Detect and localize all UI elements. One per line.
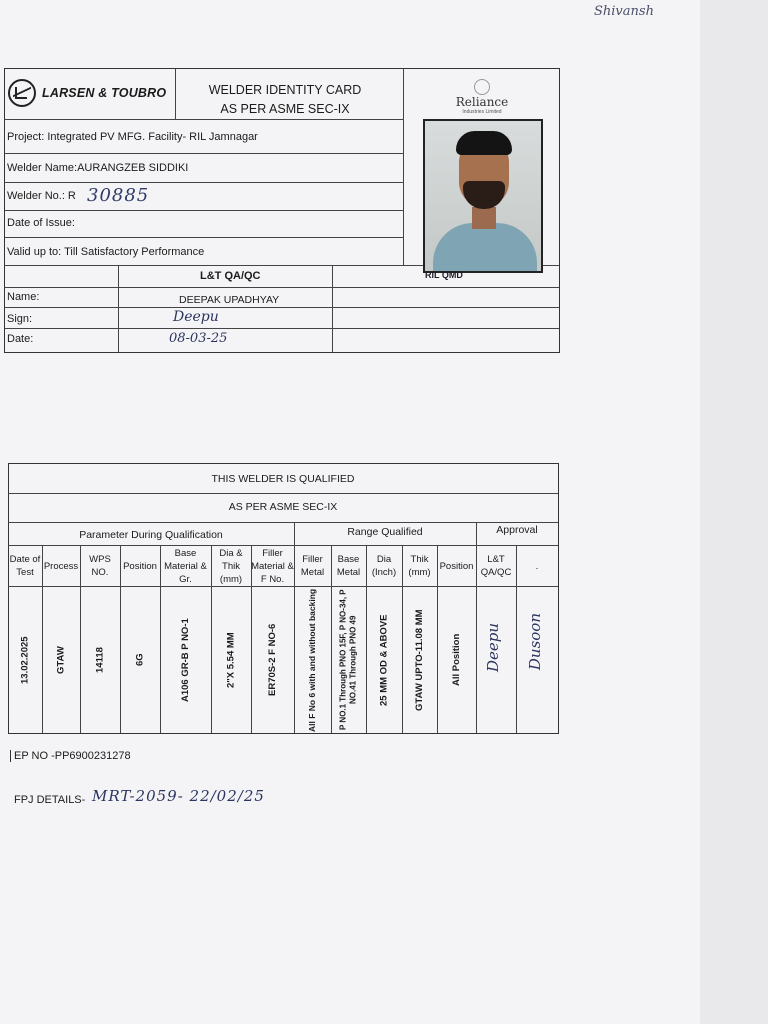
- cell-base-metal: P NO.1 Through PNO 15F, P NO-34, P NO.41 Through PNO 49: [338, 589, 358, 731]
- col-extra: .: [535, 560, 539, 572]
- cell-filler-metal: All F No 6 with and without backing: [307, 588, 317, 732]
- sign-label: Sign:: [7, 313, 33, 325]
- col-thik-mm: Thik (mm): [408, 554, 431, 578]
- sign-date: 08-03-25: [169, 331, 228, 346]
- cell-thik-mm: GTAW UPTO-11.08 MM: [414, 609, 425, 711]
- group-parameters: Parameter During Qualification: [79, 529, 223, 541]
- ril-qmd-stamp: RIL QMD: [425, 270, 463, 280]
- cell-dia-inch: 25 MM OD & ABOVE: [378, 614, 390, 706]
- reliance-logo: [417, 79, 547, 115]
- card-title-line1: WELDER IDENTITY CARD: [208, 83, 362, 97]
- col-base-material: Base Material & Gr.: [164, 547, 207, 585]
- welder-name-line: Welder Name:AURANGZEB SIDDIKI: [7, 162, 189, 174]
- col-dia-thik: Dia & Thik (mm): [219, 547, 243, 585]
- cell-position: 6G: [134, 653, 146, 667]
- qualification-table: [8, 463, 558, 733]
- client-name: Reliance: [455, 95, 509, 109]
- cell-range-position: All Position: [451, 633, 462, 687]
- cell-wps: 14118: [94, 647, 106, 673]
- welder-no-label: Welder No.: R: [7, 190, 76, 202]
- col-dia-inch: Dia (Inch): [371, 554, 397, 578]
- project-line: Project: Integrated PV MFG. Facility- RIL Jamnagar: [7, 131, 258, 143]
- ep-number: EP NO -PP6900231278: [10, 750, 131, 762]
- group-range: Range Qualified: [347, 526, 423, 538]
- col-wps: WPS NO.: [89, 554, 111, 578]
- name-value: DEEPAK UPADHYAY: [179, 294, 280, 306]
- qualified-title: THIS WELDER IS QUALIFIED: [211, 473, 355, 485]
- brand-name: LARSEN & TOUBRO: [42, 86, 167, 100]
- col-range-position: Position: [439, 560, 474, 572]
- cell-base-material: A106 GR-B P NO-1: [180, 618, 191, 702]
- valid-up-to-line: Valid up to: Till Satisfactory Performance: [7, 246, 205, 258]
- qa-header: L&T QA/QC: [200, 270, 261, 282]
- col-position: Position: [123, 560, 157, 572]
- lt-logo-icon: [8, 79, 36, 107]
- approval-signature-lt: Deepu: [484, 623, 502, 673]
- col-filler-metal: Filler Metal: [300, 554, 325, 578]
- reliance-emblem-icon: [474, 79, 490, 95]
- fpj-details-label: FPJ DETAILS-: [14, 794, 86, 806]
- welder-identity-card: [4, 68, 560, 353]
- group-approval: Approval: [496, 524, 538, 536]
- col-lt-qaqc: L&T QA/QC: [480, 554, 512, 578]
- col-filler-material: Filler Material & F No.: [251, 547, 294, 585]
- client-subtitle: Industries Limited: [462, 109, 502, 115]
- welder-no-value: 30885: [87, 185, 150, 206]
- date-label: Date:: [7, 333, 34, 345]
- col-base-metal: Base Metal: [336, 554, 361, 578]
- fpj-details-value: MRT-2059- 22/02/25: [92, 787, 265, 805]
- welder-photo: [423, 119, 543, 273]
- card-title-line2: AS PER ASME SEC-IX: [220, 102, 350, 116]
- lt-logo: [8, 79, 166, 107]
- card-title: [185, 81, 385, 119]
- cell-dia-thik: 2"X 5.54 MM: [225, 632, 237, 688]
- approval-signature-client: Dusoon: [526, 613, 544, 671]
- date-of-issue-line: Date of Issue:: [7, 217, 75, 229]
- name-label: Name:: [7, 291, 40, 303]
- col-date: Date of Test: [9, 554, 41, 578]
- signature: Deepu: [173, 309, 219, 325]
- col-process: Process: [43, 560, 79, 572]
- cell-process: GTAW: [55, 646, 67, 674]
- cell-filler-material: ER70S-2 F NO-6: [267, 623, 278, 697]
- qualified-subtitle: AS PER ASME SEC-IX: [228, 501, 338, 513]
- cell-date: 13.02.2025: [19, 636, 31, 684]
- handwritten-note: Shivansh: [594, 4, 654, 19]
